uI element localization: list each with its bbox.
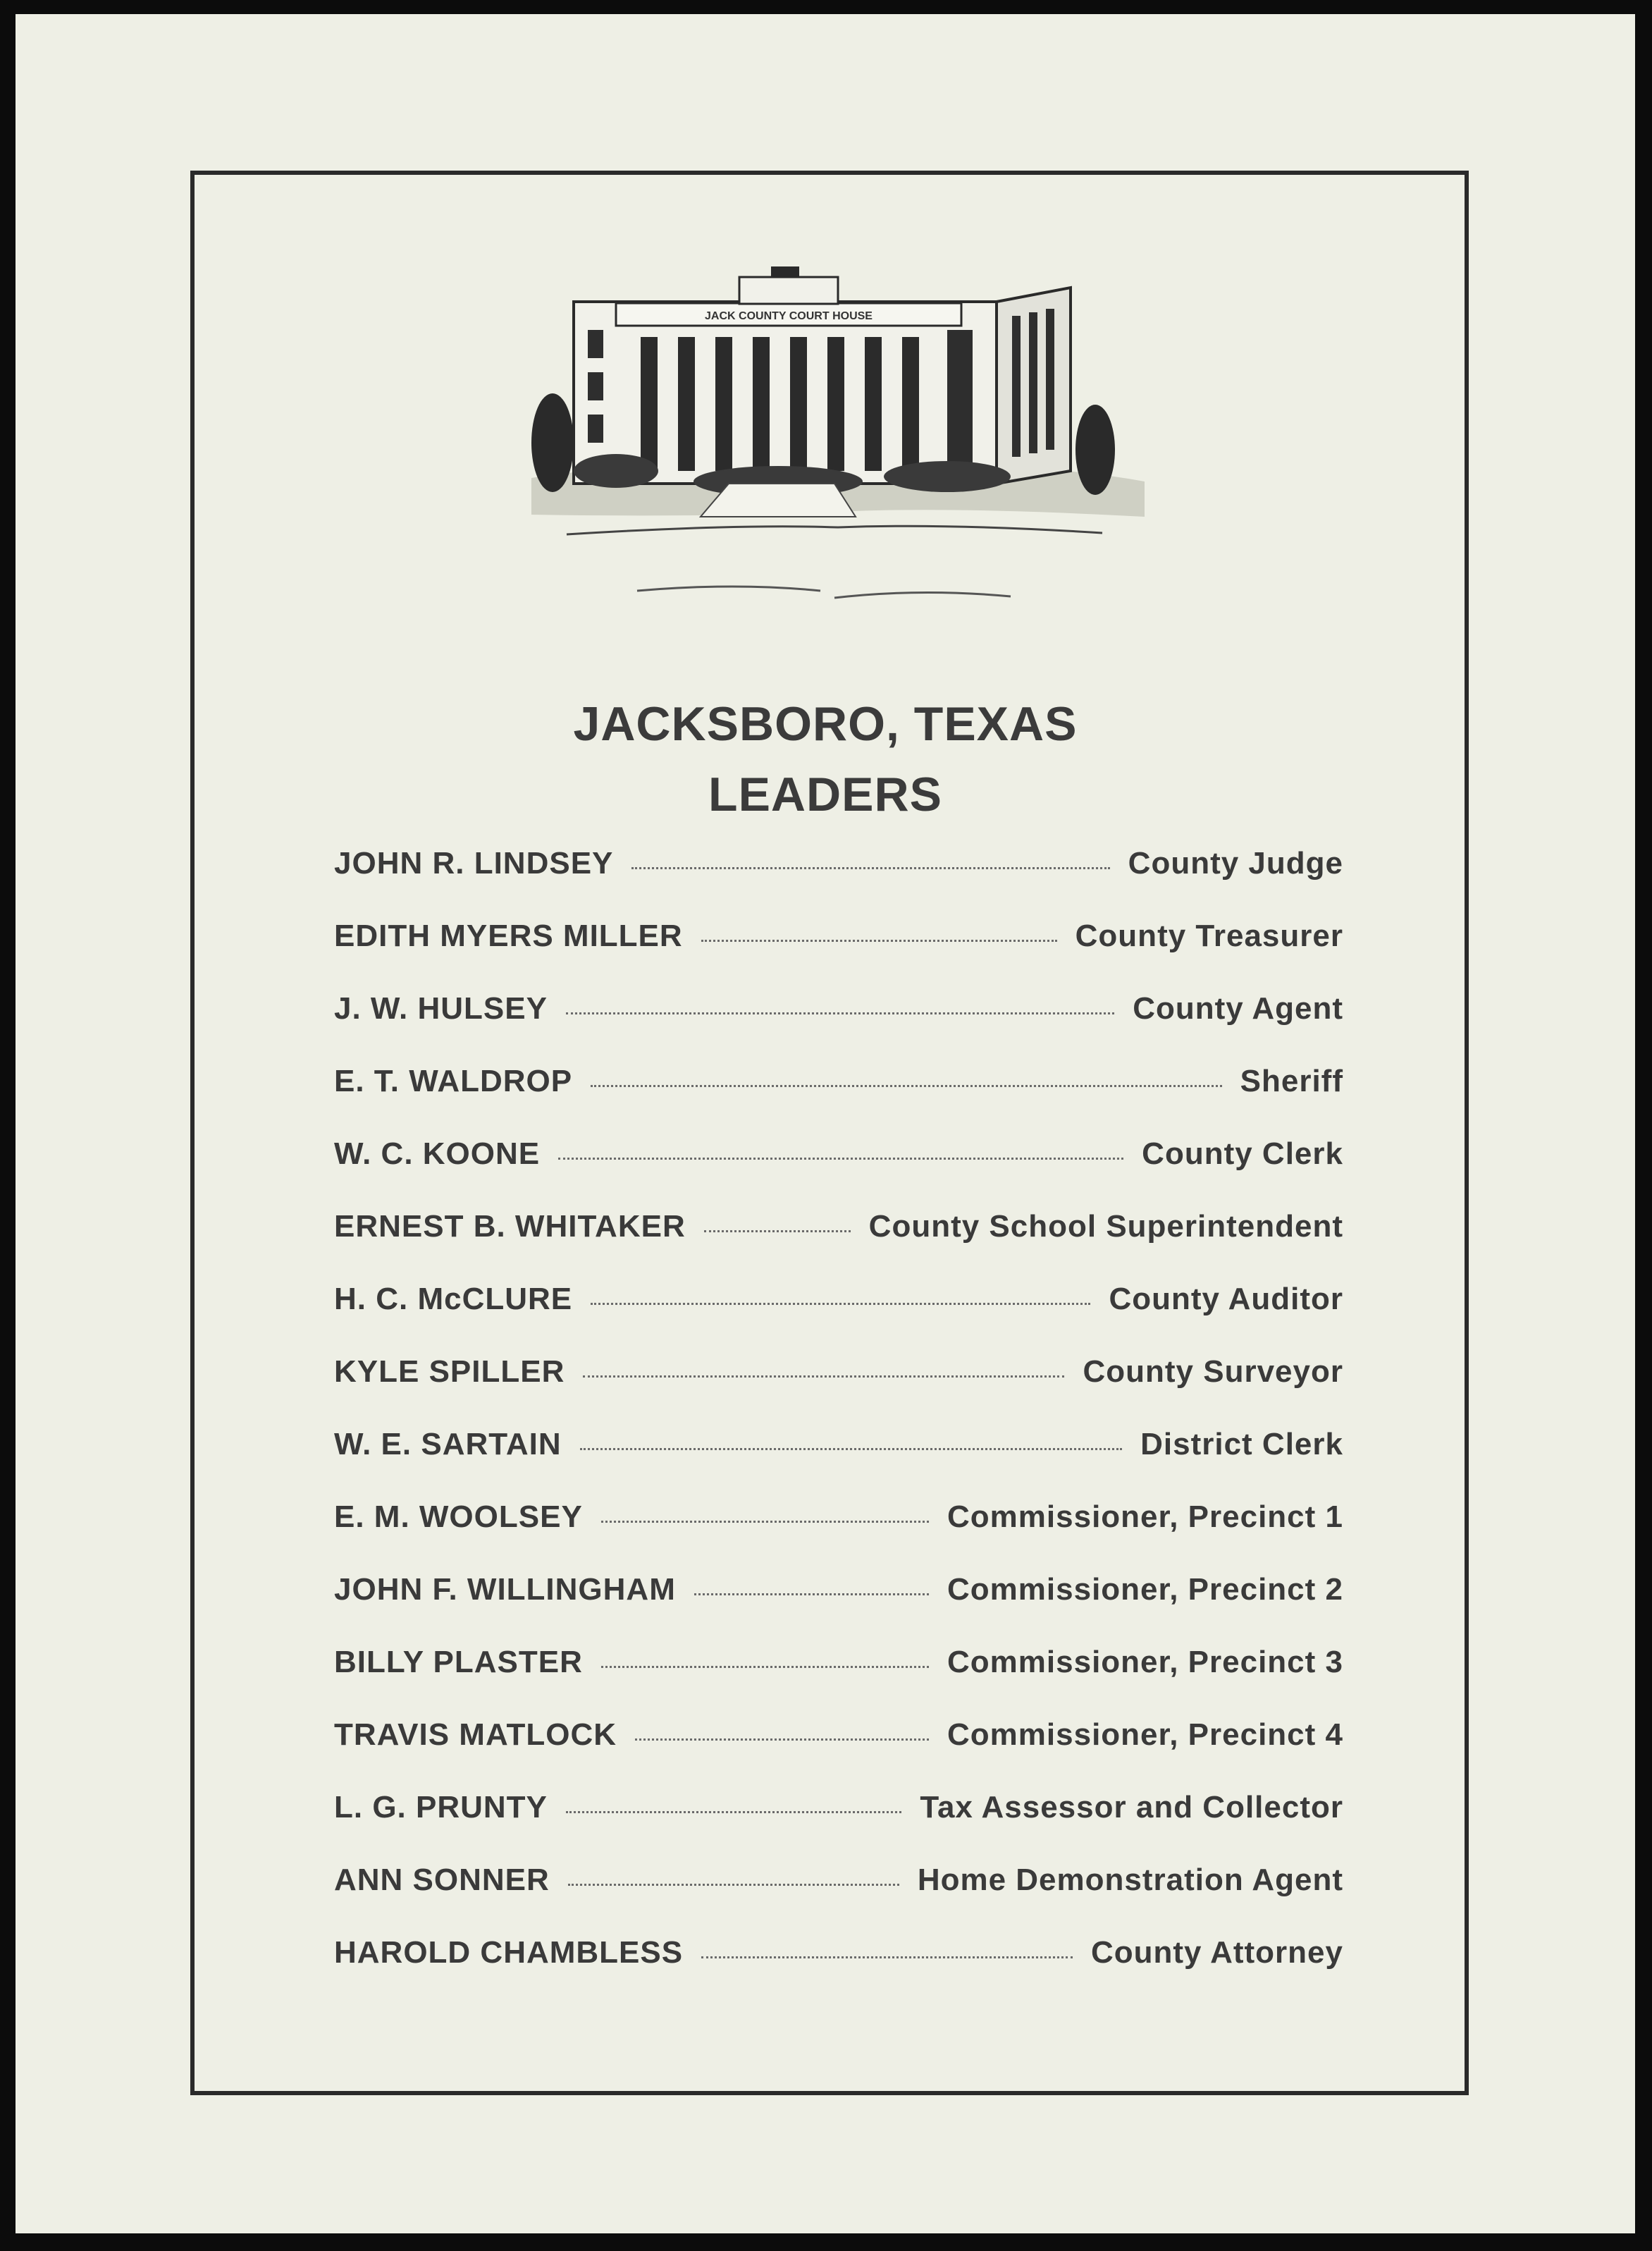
leader-name: J. W. HULSEY bbox=[334, 991, 548, 1026]
dot-leader bbox=[631, 867, 1109, 869]
dot-leader bbox=[601, 1666, 929, 1668]
leader-row bbox=[334, 1209, 1343, 1282]
leader-name: W. E. SARTAIN bbox=[334, 1427, 562, 1461]
leader-office: County Treasurer bbox=[1075, 919, 1343, 953]
leader-row bbox=[334, 1427, 1343, 1499]
leader-name: TRAVIS MATLOCK bbox=[334, 1717, 617, 1752]
dot-leader bbox=[591, 1303, 1090, 1305]
leader-name: BILLY PLASTER bbox=[334, 1645, 583, 1679]
leader-row bbox=[334, 991, 1343, 1064]
dot-leader bbox=[558, 1158, 1123, 1160]
leader-office: Commissioner, Precinct 3 bbox=[947, 1645, 1343, 1679]
leader-row bbox=[334, 1499, 1343, 1572]
leader-office: Commissioner, Precinct 1 bbox=[947, 1499, 1343, 1534]
leader-name: JOHN R. LINDSEY bbox=[334, 846, 614, 881]
leader-office: Sheriff bbox=[1240, 1064, 1343, 1098]
dot-leader bbox=[694, 1593, 929, 1595]
leader-name: E. M. WOOLSEY bbox=[334, 1499, 583, 1534]
leader-office: County Clerk bbox=[1142, 1136, 1343, 1171]
dot-leader bbox=[591, 1085, 1222, 1087]
leader-office: District Clerk bbox=[1140, 1427, 1343, 1461]
leader-office: County Surveyor bbox=[1083, 1354, 1343, 1389]
leader-row bbox=[334, 1863, 1343, 1935]
dot-leader bbox=[583, 1375, 1064, 1378]
leader-name: EDITH MYERS MILLER bbox=[334, 919, 683, 953]
dot-leader bbox=[566, 1012, 1114, 1014]
leader-row bbox=[334, 1935, 1343, 2008]
page-title: JACKSBORO, TEXAS bbox=[573, 697, 1078, 751]
leader-office: Commissioner, Precinct 4 bbox=[947, 1717, 1343, 1752]
leader-name: JOHN F. WILLINGHAM bbox=[334, 1572, 676, 1607]
leader-row bbox=[334, 1645, 1343, 1717]
page bbox=[16, 14, 1635, 2233]
leader-name: KYLE SPILLER bbox=[334, 1354, 565, 1389]
leader-office: County Attorney bbox=[1090, 1935, 1343, 1970]
leader-name: L. G. PRUNTY bbox=[334, 1790, 548, 1824]
leader-office: Home Demonstration Agent bbox=[917, 1863, 1343, 1897]
leader-row bbox=[334, 1282, 1343, 1354]
leader-row bbox=[334, 1354, 1343, 1427]
dot-leader bbox=[635, 1738, 929, 1741]
leader-name: W. C. KOONE bbox=[334, 1136, 541, 1171]
dot-leader bbox=[580, 1448, 1122, 1450]
leader-office: Tax Assessor and Collector bbox=[920, 1790, 1343, 1824]
leader-office: County Judge bbox=[1128, 846, 1343, 881]
leader-row bbox=[334, 1572, 1343, 1645]
dot-leader bbox=[701, 1956, 1073, 1958]
leader-row bbox=[334, 919, 1343, 991]
dot-leader bbox=[568, 1884, 899, 1886]
dot-leader bbox=[601, 1521, 929, 1523]
leader-office: County Auditor bbox=[1109, 1282, 1343, 1316]
leader-row bbox=[334, 1717, 1343, 1790]
leader-name: E. T. WALDROP bbox=[334, 1064, 573, 1098]
courthouse-icon bbox=[524, 238, 1152, 619]
courthouse-sign: JACK COUNTY COURT HOUSE bbox=[705, 310, 873, 322]
leader-name: HAROLD CHAMBLESS bbox=[334, 1935, 684, 1970]
leader-row bbox=[334, 1790, 1343, 1863]
leader-name: H. C. McCLURE bbox=[334, 1282, 573, 1316]
leader-row bbox=[334, 1064, 1343, 1136]
leader-name: ERNEST B. WHITAKER bbox=[334, 1209, 686, 1244]
leader-name: ANN SONNER bbox=[334, 1863, 550, 1897]
leader-office: Commissioner, Precinct 2 bbox=[947, 1572, 1343, 1607]
leader-office: County School Superintendent bbox=[868, 1209, 1343, 1244]
dot-leader bbox=[701, 940, 1057, 942]
dot-leader bbox=[566, 1811, 901, 1813]
dot-leader bbox=[704, 1230, 851, 1232]
leader-row bbox=[334, 846, 1343, 919]
leader-office: County Agent bbox=[1133, 991, 1343, 1026]
page-subtitle: LEADERS bbox=[708, 768, 942, 821]
leader-row bbox=[334, 1136, 1343, 1209]
leaders-list bbox=[334, 846, 1343, 2008]
